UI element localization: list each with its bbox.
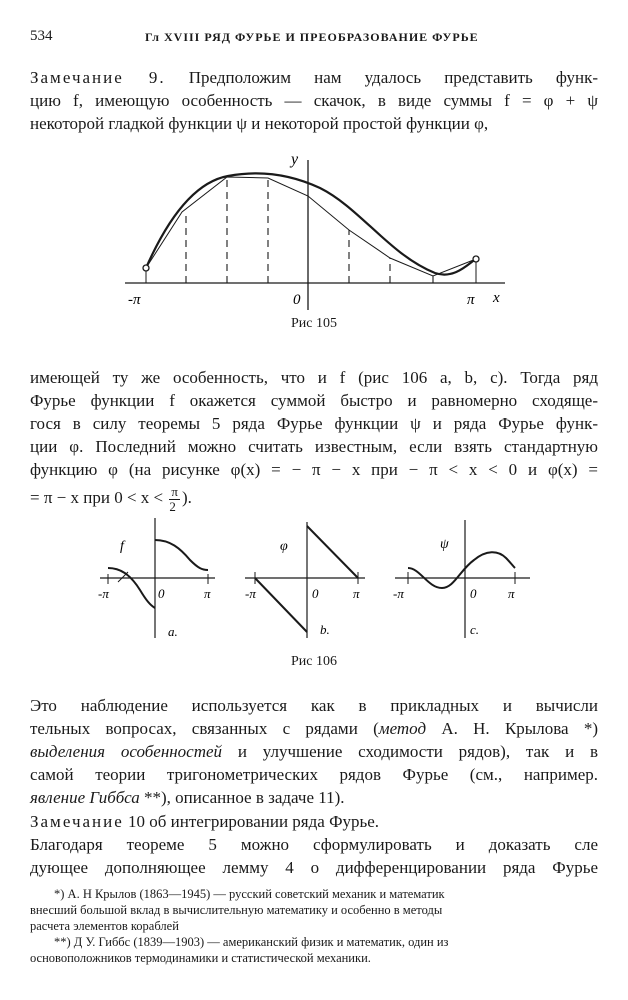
figure-106 [90,510,540,650]
text-span: = π − x при 0 < x < [30,488,164,507]
text-span: **), описанное в задаче 11). [139,788,345,807]
text-line: Благодаря теореме 5 можно сформулировать и доказать сле [30,835,598,854]
y-axis-label: y [291,151,299,168]
fraction-numerator: π [171,483,178,499]
panel-c-label: c. [470,622,480,637]
paragraph-remark-9 [30,66,598,135]
text-line: имеющей ту же особенность, что и f (рис 106 a, b, c). Тогда ряд [30,368,598,387]
text-line: цию f, имеющую особенность — скачок, в виде суммы f = φ + ψ [30,91,598,110]
italic-span: выделения особенностей [30,742,223,761]
text-line [30,740,598,763]
panel-b-pi: π [353,586,360,601]
x-axis-label: x [493,290,500,306]
text-line [30,66,598,89]
page-header [0,28,628,50]
text-span: 10 об интегрировании ряда Фурье. [123,812,380,831]
text-span: ). [181,488,192,507]
text-line [30,786,598,809]
panel-b-neg-pi: -π [245,586,256,601]
text-span: тельных вопросах, связанных с рядами ( [30,719,379,738]
remark-label: Замечание 9. [30,68,166,87]
text-line: гося в силу теоремы 5 ряда Фурье функции ψ и ряда Фурье функ- [30,414,598,433]
remark-label: Замечание [30,812,124,831]
footnote-line: расчета элементов кораблей [30,919,179,933]
paragraph-2 [30,366,598,515]
panel-b [245,522,365,638]
footnotes [30,886,598,966]
panel-c-zero: 0 [470,586,477,601]
panel-c-pi: π [508,586,515,601]
footnote-line: основоположников термодинамики и статистической механики. [30,951,371,965]
panel-a [100,518,215,638]
panel-a-label: a. [168,624,178,639]
italic-span: метод [378,719,427,738]
panel-a-neg-pi: -π [98,586,109,601]
panel-c-func: ψ [440,537,449,552]
text-line [30,717,598,740]
tick-neg-pi: -π [128,292,141,308]
tick-pi: π [467,292,475,308]
tick-zero: 0 [293,292,301,308]
text-line: некоторой гладкой функции ψ и некоторой простой функции φ, [30,114,489,133]
text-line: Это наблюдение используется как в прикладных и вычисли [30,696,598,715]
page-number: 534 [30,28,53,44]
text-span: Предположим нам удалось представить функ- [165,68,599,87]
text-line: функцию φ (на рисунке φ(x) = − π − x при − π < x < 0 и φ(x) = [30,460,598,479]
footnote-line: *) А. Н Крылов (1863—1945) — русский советский механик и математик [54,887,445,901]
panel-b-zero: 0 [312,586,319,601]
running-head: Гл XVIII РЯД ФУРЬЕ И ПРЕОБРАЗОВАНИЕ ФУРЬЕ [145,30,479,44]
text-line: ции φ. Последний можно считать известным, если взять стандартную [30,437,598,456]
panel-a-zero: 0 [158,586,165,601]
panel-c [395,520,530,638]
panel-c-neg-pi: -π [393,586,404,601]
text-span: А. Н. Крылова *) [426,719,598,738]
text-line [30,810,598,833]
footnote-line: **) Д У. Гиббс (1839—1903) — американский физик и математик, один из [54,935,449,949]
figure-105-caption: Рис 105 [291,316,337,331]
italic-span: явление Гиббса [30,788,140,807]
smooth-curve [146,173,476,274]
text-line: дующее дополняющее лемму 4 о дифференцировании ряда Фурье [30,858,598,877]
paragraph-3 [30,694,598,809]
panel-b-label: b. [320,622,330,637]
figure-105 [110,140,530,340]
text-line: самой теории тригонометрических рядов Фурье (см., например. [30,765,598,784]
panel-a-pi: π [204,586,211,601]
panel-a-func: f [120,539,124,554]
text-line: Фурье функции f окажется суммой быстро и равномерно сходяще- [30,391,598,410]
fraction-denominator: 2 [169,498,176,514]
panel-b-func: φ [280,539,288,554]
dashed-verticals [186,178,433,283]
text-span: и улучшение сходимости рядов), так и в [222,742,598,761]
footnote-line: внесший большой вклад в вычислительную математику и особенно в методы [30,903,443,917]
figure-106-caption: Рис 106 [291,654,337,669]
paragraph-remark-10 [30,810,598,879]
